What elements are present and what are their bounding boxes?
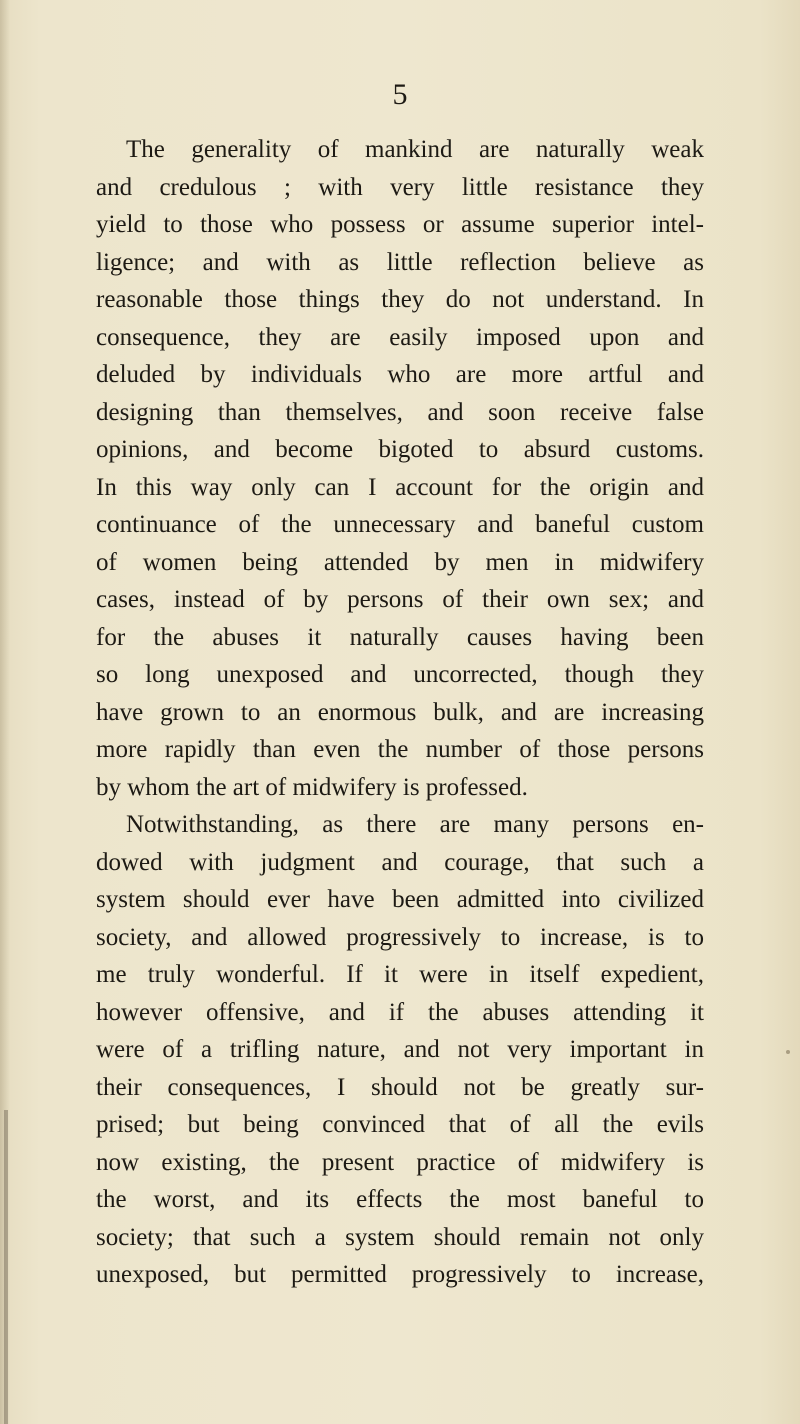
text-line: prised; but being convinced that of all the evils [96,1111,704,1138]
text-line: The generality of mankind are naturally weak [126,136,704,163]
text-line: and credulous ; with very little resistance they [96,173,704,201]
text-line: their consequences, I should not be greatly sur- [96,1073,704,1101]
body-text [96,131,704,1294]
text-line: continuance of the unnecessary and baneful custom [96,511,704,538]
text-line: yield to those who possess or assume superior intel- [96,211,704,238]
text-line: the worst, and its effects the most baneful to [96,1186,704,1213]
text-line: more rapidly than even the number of those persons [96,736,704,763]
text-line: deluded by individuals who are more artful and [96,361,704,388]
text-line: now existing, the present practice of midwifery is [96,1148,704,1176]
page-edge-mark [4,1110,8,1424]
text-line: reasonable those things they do not understand. In [96,286,704,313]
text-line: for the abuses it naturally causes having been [96,623,704,651]
text-line: unexposed, but permitted progressively to increase, [96,1261,704,1288]
text-line: me truly wonderful. If it were in itself expedient, [96,961,704,988]
text-line: of women being attended by men in midwifery [96,548,704,576]
paper-speck [786,1050,790,1054]
text-line: society, and allowed progressively to increase, is to [96,923,704,951]
text-line: have grown to an enormous bulk, and are increasing [96,698,704,726]
text-line: were of a trifling nature, and not very important in [96,1036,704,1063]
text-line: cases, instead of by persons of their own sex; and [96,586,704,613]
text-line: In this way only can I account for the origin and [96,473,704,501]
text-line: however offensive, and if the abuses attending it [96,998,704,1026]
text-line: consequence, they are easily imposed upon and [96,323,704,351]
text-line: designing than themselves, and soon receive false [96,398,704,426]
text-line: opinions, and become bigoted to absurd customs. [96,436,704,463]
text-line: so long unexposed and uncorrected, though they [96,661,704,688]
text-line: system should ever have been admitted into civilized [96,886,704,913]
text-line: dowed with judgment and courage, that such a [96,848,704,876]
text-line: Notwithstanding, as there are many persons en- [126,811,704,838]
text-line: ligence; and with as little reflection believe as [96,248,704,276]
text-line: by whom the art of midwifery is professed. [96,773,528,801]
page-number: 5 [392,78,408,111]
text-line: society; that such a system should remain not only [96,1223,704,1251]
